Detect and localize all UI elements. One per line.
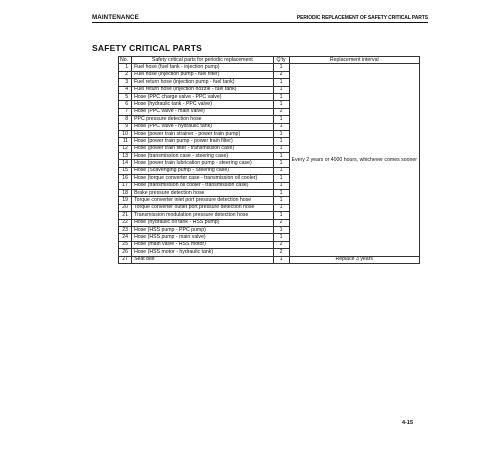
row-number: 13 [119,153,132,160]
col-header-interval: Replacement interval [289,57,419,64]
part-name: Seat belt [132,256,274,263]
part-name: Hose (HSS pump - PPC pump) [132,226,274,233]
part-name: Hose (power train strainer - power train pump) [132,130,274,137]
part-name: Hose (power train lubrication pump - steering case) [132,160,274,167]
row-number: 18 [119,190,132,197]
row-number: 16 [119,175,132,182]
part-quantity: 1 [273,234,289,241]
part-name: Brake pressure detection hose [132,190,274,197]
part-name: Hose (torque converter case - transmission oil cooler) [132,175,274,182]
row-number: 26 [119,249,132,256]
row-number: 23 [119,226,132,233]
part-quantity: 1 [273,86,289,93]
row-number: 11 [119,138,132,145]
part-name: Hose (power train filter - transmission case) [132,145,274,152]
part-quantity: 1 [273,93,289,100]
part-quantity: 1 [273,101,289,108]
part-name: Hose (hydraulic oil tank - HSS pump) [132,219,274,226]
row-number: 24 [119,234,132,241]
part-quantity: 1 [273,79,289,86]
table-body [119,64,420,264]
row-number: 3 [119,79,132,86]
row-number: 9 [119,123,132,130]
row-number: 5 [119,93,132,100]
row-number: 4 [119,86,132,93]
part-name: Fuel return hose (injection nozzle - fuel tank) [132,86,274,93]
col-header-no: No. [119,57,132,64]
part-name: Hose (main valve - HSS motor) [132,241,274,248]
part-name: Hose (PPC charge valve - PPC valve) [132,93,274,100]
col-header-part: Safety critical parts for periodic replacement [132,57,274,64]
part-quantity: 1 [273,197,289,204]
row-number: 14 [119,160,132,167]
part-name: Torque converter outlet port pressure detection hose [132,204,274,211]
part-quantity: 2 [273,71,289,78]
parts-table [118,56,420,264]
part-quantity: 1 [273,256,289,263]
part-quantity: 1 [273,130,289,137]
part-quantity: 2 [273,241,289,248]
part-quantity: 1 [273,116,289,123]
part-name: Transmission modulation pressure detection hose [132,212,274,219]
row-number: 19 [119,197,132,204]
part-name: Torque converter inlet port pressure detection hose [132,197,274,204]
part-quantity: 1 [273,145,289,152]
part-name: PPC pressure detection hose [132,116,274,123]
part-quantity: 1 [273,160,289,167]
part-name: Hose (PPC valve - main valve) [132,108,274,115]
part-name: Hose (transmission case - steering case) [132,153,274,160]
part-name: Fuel hose (injection pump - fuel filter) [132,71,274,78]
part-quantity: 1 [273,190,289,197]
row-number: 20 [119,204,132,211]
row-number: 7 [119,108,132,115]
row-number: 8 [119,116,132,123]
part-name: Fuel hose (fuel tank - injection pump) [132,64,274,71]
part-quantity: 1 [273,64,289,71]
part-name: Hose (Scavenging pump - Steering case) [132,167,274,174]
page-header [92,14,428,23]
part-quantity: 2 [273,108,289,115]
part-quantity: 1 [273,226,289,233]
replacement-interval-seat-belt: Replace 3 years [289,256,419,263]
table-row [119,256,420,263]
row-number: 6 [119,101,132,108]
header-chapter: PERIODIC REPLACEMENT OF SAFETY CRITICAL PARTS [296,15,428,21]
part-name: Hose (power train pump - power train filter) [132,138,274,145]
row-number: 10 [119,130,132,137]
page-number: 4-15 [402,420,414,426]
part-quantity: 2 [273,219,289,226]
row-number: 1 [119,64,132,71]
part-quantity: 1 [273,175,289,182]
part-quantity: 1 [273,153,289,160]
row-number: 17 [119,182,132,189]
part-quantity: 2 [273,249,289,256]
part-name: Hose (hydraulic tank - PPC valve) [132,101,274,108]
part-quantity: 1 [273,123,289,130]
part-quantity: 1 [273,138,289,145]
row-number: 27 [119,256,132,263]
row-number: 12 [119,145,132,152]
part-quantity: 1 [273,167,289,174]
part-quantity: 1 [273,182,289,189]
part-name: Fuel return hose (injection pump - fuel tank) [132,79,274,86]
row-number: 15 [119,167,132,174]
part-name: Hose (HSS motor - hydraulic tank) [132,249,274,256]
row-number: 2 [119,71,132,78]
page-title: SAFETY CRITICAL PARTS [92,43,202,53]
table-row [119,64,420,71]
row-number: 21 [119,212,132,219]
row-number: 25 [119,241,132,248]
table-header-row [119,57,420,64]
part-name: Hose (PPC valve - hydraulic tank) [132,123,274,130]
part-quantity: 1 [273,204,289,211]
part-name: Hose (transmission oil cooler - transmission case) [132,182,274,189]
replacement-interval-main: Every 2 years or 4000 hours, whichever comes sooner [289,64,419,256]
header-section: MAINTENANCE [92,14,139,21]
part-quantity: 1 [273,212,289,219]
col-header-qty: Q'ty [273,57,289,64]
part-name: Hose (HSS pump - main valve) [132,234,274,241]
row-number: 22 [119,219,132,226]
